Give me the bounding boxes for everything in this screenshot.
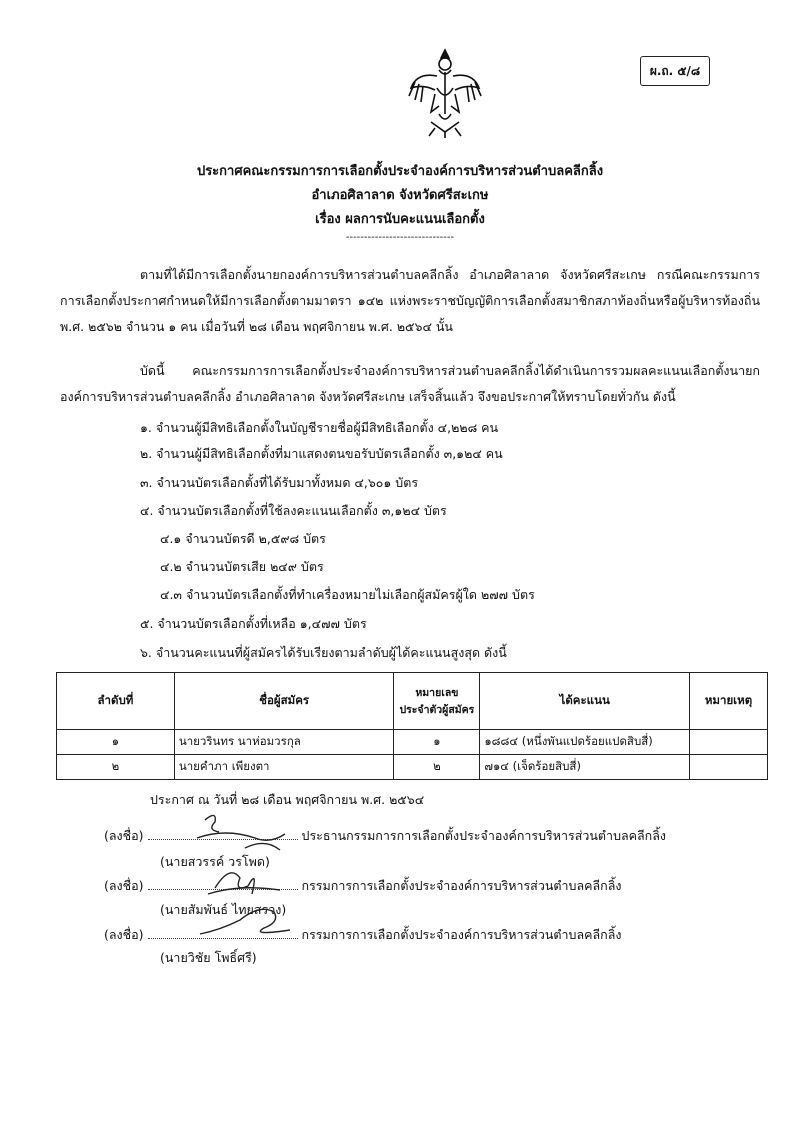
sign-role: กรรมการการเลือกตั้งประจำองค์การบริหารส่วนตำบลคลีกลิ้ง <box>301 927 622 942</box>
sign-prefix: (ลงชื่อ) <box>104 878 144 893</box>
cell-rank: ๑ <box>57 730 175 755</box>
results-table <box>56 672 768 780</box>
divider-line: ------------------------------ <box>345 232 455 243</box>
announce-date: ประกาศ ณ วันที่ ๒๘ เดือน พฤศจิกายน พ.ศ. ๒๕๖๔ <box>150 792 425 807</box>
header-votes: ได้คะแนน <box>480 673 690 730</box>
header-remarks: หมายเหตุ <box>690 673 768 730</box>
sign-role: ประธานกรรมการการเลือกตั้งประจำองค์การบริหารส่วนตำบลคลีกลิ้ง <box>301 828 667 843</box>
cell-number: ๒ <box>394 755 480 780</box>
handwritten-signature-icon <box>185 808 295 858</box>
handwritten-signature-icon <box>190 900 300 944</box>
list-item: ๑. จำนวนผู้มีสิทธิเลือกตั้งในบัญชีรายชื่อผู้มีสิทธิเลือกตั้ง ๔,๒๒๘ คน <box>140 420 499 435</box>
signer-name: (นายสัมพันธ์ ไทยสรวง) <box>160 902 287 917</box>
signature-block-member-1 <box>104 876 621 896</box>
list-item: ๔.๓ จำนวนบัตรเลือกตั้งที่ทำเครื่องหมายไม่เลือกผู้สมัครผู้ใด ๒๗๗ บัตร <box>160 587 535 602</box>
signer-name: (นายสวรรค์ วรโพด) <box>160 854 270 869</box>
signature-block-member-2 <box>104 925 621 945</box>
table-row <box>57 730 768 755</box>
sign-prefix: (ลงชื่อ) <box>104 927 144 942</box>
district-province: อำเภอศิลาลาด จังหวัดศรีสะเกษ <box>311 188 489 203</box>
cell-votes: ๑๘๘๔ (หนึ่งพันแปดร้อยแปดสิบสี่) <box>480 730 690 755</box>
handwritten-signature-icon <box>200 858 290 902</box>
cell-votes: ๗๑๔ (เจ็ดร้อยสิบสี่) <box>480 755 690 780</box>
list-item: ๓. จำนวนบัตรเลือกตั้งที่ได้รับมาทั้งหมด ๔,๖๐๑ บัตร <box>140 475 419 490</box>
cell-rank: ๒ <box>57 755 175 780</box>
table-row <box>57 755 768 780</box>
header-candidate-name: ชื่อผู้สมัคร <box>174 673 394 730</box>
table-header-row <box>57 673 768 730</box>
cell-number: ๑ <box>394 730 480 755</box>
list-item: ๔. จำนวนบัตรเลือกตั้งที่ใช้ลงคะแนนเลือกตั้ง ๓,๑๒๔ บัตร <box>140 503 447 518</box>
subject-line: เรื่อง ผลการนับคะแนนเลือกตั้ง <box>315 212 485 227</box>
paragraph-result: บัดนี้ คณะกรรมการการเลือกตั้งประจำองค์การบริหารส่วนตำบลคลีกลิ้งได้ดำเนินการรวมผลคะแนนเลือกตั้งนายกองค์การบริหารส่วนตำบลคลีกลิ้ง อำเภอศิลาลาด จังหวัดศรีสะเกษ เสร็จสิ้นแล้ว จึงขอประกาศให้ทราบโดยทั่วกัน ดังนี้ <box>60 363 760 404</box>
list-item: ๒. จำนวนผู้มีสิทธิเลือกตั้งที่มาแสดงตนขอรับบัตรเลือกตั้ง ๓,๑๒๔ คน <box>140 446 503 461</box>
cell-name: นายคำภา เพียงตา <box>174 755 394 780</box>
header-rank: ลำดับที่ <box>57 673 175 730</box>
sign-prefix: (ลงชื่อ) <box>104 828 144 843</box>
list-item: ๖. จำนวนคะแนนที่ผู้สมัครได้รับเรียงตามลำดับผู้ได้คะแนนสูงสุด ดังนี้ <box>140 645 507 660</box>
sign-role: กรรมการการเลือกตั้งประจำองค์การบริหารส่วนตำบลคลีกลิ้ง <box>301 878 622 893</box>
cell-remarks <box>690 755 768 780</box>
header-candidate-number: หมายเลข ประจำตัวผู้สมัคร <box>394 673 480 730</box>
paragraph-intro: ตามที่ได้มีการเลือกตั้งนายกองค์การบริหารส่วนตำบลคลีกลิ้ง อำเภอศิลาลาด จังหวัดศรีสะเกษ กรณีคณะกรรมการการเลือกตั้งประกาศกำหนดให้มีการเลือกตั้งตามมาตรา ๑๔๒ แห่งพระราชบัญญัติการเลือกตั้งสมาชิกสภาท้องถิ่นหรือผู้บริหารท้องถิ่น พ.ศ. ๒๕๖๒ จำนวน ๑ คน เมื่อวันที่ ๒๘ เดือน พฤศจิกายน พ.ศ. ๒๕๖๔ นั้น <box>60 267 760 334</box>
cell-name: นายวรินทร นาห่อมวรกุล <box>174 730 394 755</box>
cell-remarks <box>690 730 768 755</box>
signer-name: (นายวิชัย โพธิ์ศรี) <box>160 950 257 965</box>
list-item: ๕. จำนวนบัตรเลือกตั้งที่เหลือ ๑,๔๗๗ บัตร <box>140 616 367 631</box>
announcement-title: ประกาศคณะกรรมการการเลือกตั้งประจำองค์การบริหารส่วนตำบลคลีกลิ้ง <box>196 164 604 179</box>
list-item: ๔.๑ จำนวนบัตรดี ๒,๕๙๘ บัตร <box>160 531 326 546</box>
garuda-emblem-icon <box>405 44 485 139</box>
form-code-box: ผ.ถ. ๕/๘ <box>640 56 710 86</box>
list-item: ๔.๒ จำนวนบัตรเสีย ๒๔๙ บัตร <box>160 559 324 574</box>
